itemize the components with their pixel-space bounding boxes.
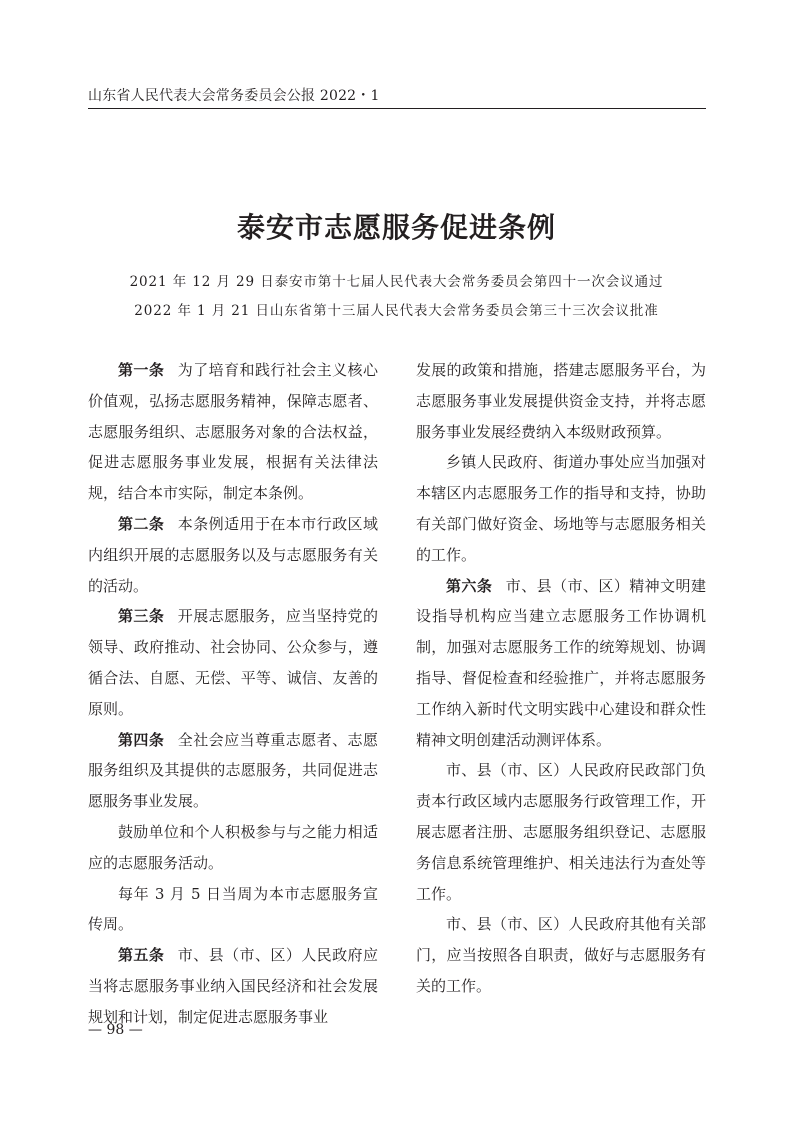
article-label: 第五条 (118, 946, 165, 965)
right-column (416, 355, 706, 1002)
article-label: 第二条 (118, 514, 165, 533)
article-label: 第六条 (446, 576, 493, 595)
article-text: 市、县（市、区）人民政府应当将志愿服务事业纳入国民经济和社会发展规划和计划，制定促进志愿服务事业 (88, 946, 378, 1026)
article-label: 第一条 (118, 361, 165, 379)
article-text: 为了培育和践行社会主义核心价值观，弘扬志愿服务精神，保障志愿者、志愿服务组织、志愿服务对象的合法权益，促进志愿服务事业发展，根据有关法律法规，结合本市实际，制定本条例。 (88, 361, 378, 503)
article-6-paragraph-3: 市、县（市、区）人民政府其他有关部门，应当按照各自职责，做好与志愿服务有关的工作。 (416, 915, 706, 995)
article-text: 本条例适用于在本市行政区域内组织开展的志愿服务以及与志愿服务有关的活动。 (88, 514, 378, 595)
header-rule (88, 108, 706, 109)
article-5-paragraph-2: 乡镇人民政府、街道办事处应当加强对本辖区内志愿服务工作的指导和支持，协助有关部门做好资金、场地等与志愿服务相关的工作。 (416, 453, 706, 564)
article-4-paragraph-3: 每年 3 月 5 日当周为本市志愿服务宣传周。 (88, 884, 378, 934)
left-column (88, 355, 378, 1033)
article-text: 全社会应当尊重志愿者、志愿服务组织及其提供的志愿服务，共同促进志愿服务事业发展。 (88, 730, 378, 811)
article-1 (88, 355, 378, 509)
article-2 (88, 509, 378, 601)
article-6 (416, 571, 706, 756)
article-6-paragraph-2: 市、县（市、区）人民政府民政部门负责本行政区域内志愿服务行政管理工作，开展志愿者注册、志愿服务组织登记、志愿服务信息系统管理维护、相关违法行为查处等工作。 (416, 761, 706, 903)
article-5 (88, 940, 378, 1032)
article-label: 第三条 (118, 607, 165, 626)
running-header: 山东省人民代表大会常务委员会公报 2022・1 (88, 88, 380, 104)
article-5-continued: 发展的政策和措施，搭建志愿服务平台，为志愿服务事业发展提供资金支持，并将志愿服务事业发展经费纳入本级财政预算。 (416, 361, 706, 441)
page-number: — 98 — (88, 1022, 143, 1038)
adoption-note-2: 2022 年 1 月 21 日山东省第十三届人民代表大会常务委员会第三十三次会议批准 (134, 303, 659, 319)
article-text: 市、县（市、区）精神文明建设指导机构应当建立志愿服务工作协调机制，加强对志愿服务工作的统筹规划、协调指导、督促检查和经验推广，并将志愿服务工作纳入新时代文明实践中心建设和群众性精神文明创建活动测评体系。 (416, 576, 706, 749)
article-4 (88, 725, 378, 817)
article-3 (88, 601, 378, 724)
article-text: 开展志愿服务，应当坚持党的领导、政府推动、社会协同、公众参与，遵循合法、自愿、无偿、平等、诚信、友善的原则。 (88, 607, 378, 718)
document-title: 泰安市志愿服务促进条例 (236, 211, 556, 244)
article-4-paragraph-2: 鼓励单位和个人积极参与与之能力相适应的志愿服务活动。 (88, 822, 378, 872)
article-label: 第四条 (118, 730, 165, 749)
adoption-note-1: 2021 年 12 月 29 日泰安市第十七届人民代表大会常务委员会第四十一次会议通过 (129, 274, 664, 290)
